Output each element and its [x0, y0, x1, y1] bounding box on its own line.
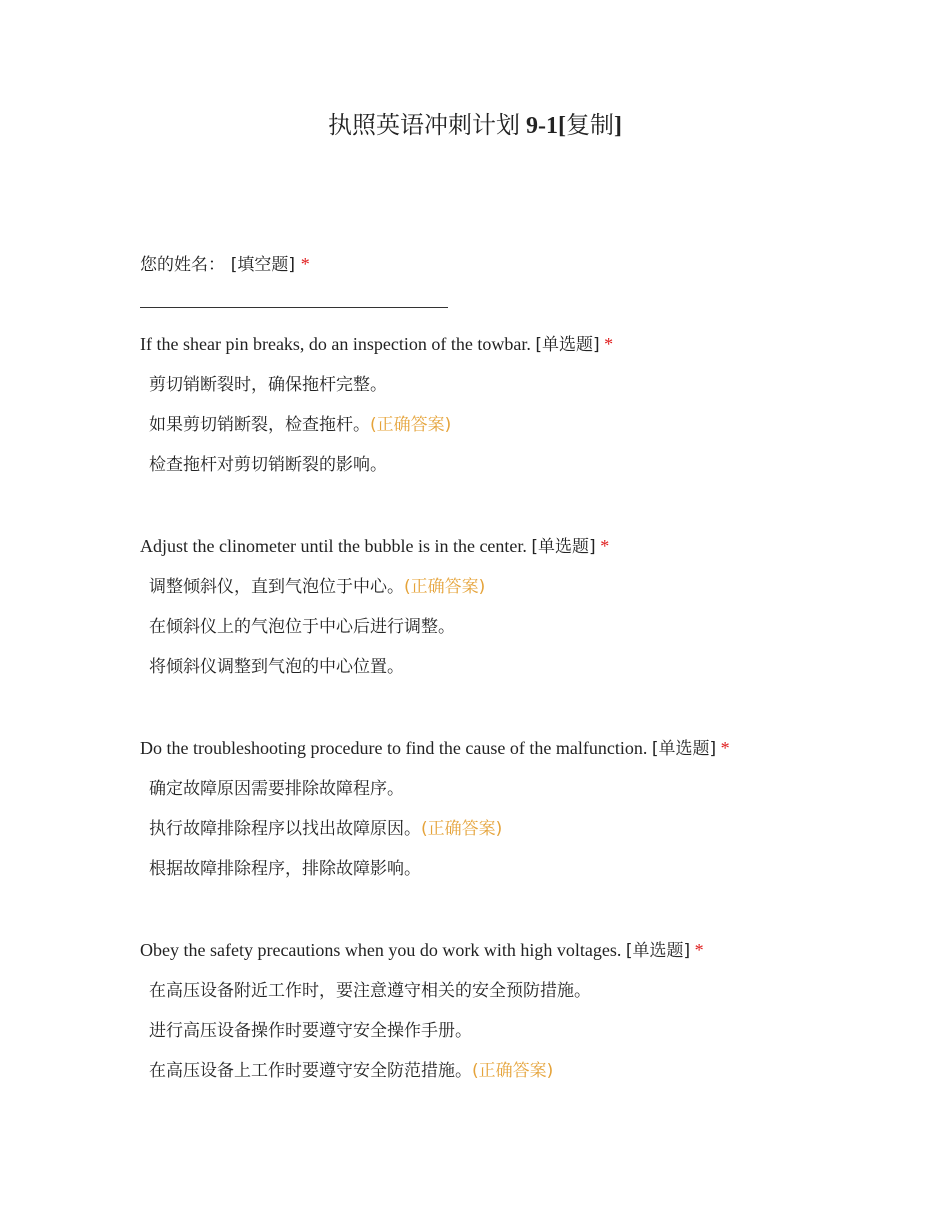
- option-text: 在倾斜仪上的气泡位于中心后进行调整。: [149, 617, 455, 637]
- question-4-required-mark: *: [694, 940, 704, 960]
- option-text: 如果剪切销断裂，检查拖杆。: [149, 415, 370, 435]
- option-text: 剪切销断裂时，确保拖杆完整。: [149, 375, 387, 395]
- option-text: 执行故障排除程序以找出故障原因。: [149, 819, 421, 839]
- correct-answer-label: (正确答案): [472, 1061, 554, 1081]
- question-3-required-mark: *: [720, 738, 730, 758]
- option-text: 在高压设备上工作时要遵守安全防范措施。: [149, 1061, 472, 1081]
- question-2-option-1[interactable]: [149, 574, 920, 600]
- question-4: [140, 937, 920, 1098]
- question-4-options: [140, 978, 920, 1084]
- question-2-text-row: [140, 533, 920, 560]
- name-answer-line[interactable]: [140, 307, 448, 308]
- option-text: 在高压设备附近工作时，要注意遵守相关的安全预防措施。: [149, 981, 591, 1001]
- question-3-options: [140, 776, 920, 882]
- question-3-option-2[interactable]: [149, 816, 920, 842]
- question-4-option-2[interactable]: [149, 1018, 920, 1044]
- question-4-option-3[interactable]: [149, 1058, 920, 1084]
- question-2-options: [140, 574, 920, 680]
- question-4-type-tag: [单选题]: [625, 941, 691, 961]
- title-prefix: 执照英语冲刺计划: [328, 113, 526, 139]
- correct-answer-label: (正确答案): [404, 577, 486, 597]
- title-number: 9-1[: [526, 113, 566, 139]
- question-3-option-1[interactable]: [149, 776, 920, 802]
- question-1: [140, 331, 920, 492]
- question-1-type-tag: [单选题]: [535, 335, 600, 355]
- question-1-options: [140, 372, 920, 478]
- question-4-text-row: [140, 937, 920, 964]
- required-mark: *: [300, 254, 310, 274]
- question-1-text: If the shear pin breaks, do an inspection of the towbar.: [140, 334, 531, 354]
- question-3-text-row: [140, 735, 920, 762]
- question-3-option-3[interactable]: [149, 856, 920, 882]
- question-3: [140, 735, 920, 896]
- option-text: 进行高压设备操作时要遵守安全操作手册。: [149, 1021, 472, 1041]
- question-1-required-mark: *: [604, 334, 614, 354]
- question-2-required-mark: *: [600, 536, 610, 556]
- title-close: ]: [613, 113, 622, 139]
- question-3-type-tag: [单选题]: [651, 739, 717, 759]
- name-question-label: 您的姓名：: [140, 255, 225, 275]
- option-text: 调整倾斜仪，直到气泡位于中心。: [149, 577, 404, 597]
- name-question: [140, 251, 310, 278]
- question-2-type-tag: [单选题]: [531, 537, 596, 557]
- question-2-option-2[interactable]: [149, 614, 920, 640]
- question-2-text: Adjust the clinometer until the bubble is in the center.: [140, 536, 527, 556]
- option-text: 将倾斜仪调整到气泡的中心位置。: [149, 657, 404, 677]
- option-text: 根据故障排除程序，排除故障影响。: [149, 859, 421, 879]
- correct-answer-label: (正确答案): [370, 415, 452, 435]
- correct-answer-label: (正确答案): [421, 819, 503, 839]
- question-1-option-1[interactable]: [149, 372, 920, 398]
- question-3-text: Do the troubleshooting procedure to find the cause of the malfunction.: [140, 738, 648, 758]
- option-text: 确定故障原因需要排除故障程序。: [149, 779, 404, 799]
- question-4-text: Obey the safety precautions when you do work with high voltages.: [140, 940, 622, 960]
- question-2-option-3[interactable]: [149, 654, 920, 680]
- title-suffix: 复制: [565, 113, 614, 139]
- question-1-text-row: [140, 331, 920, 358]
- question-4-option-1[interactable]: [149, 978, 920, 1004]
- option-text: 检查拖杆对剪切销断裂的影响。: [149, 455, 387, 475]
- page-title: [0, 110, 950, 142]
- question-2: [140, 533, 920, 694]
- question-1-option-3[interactable]: [149, 452, 920, 478]
- name-question-type-tag: [填空题]: [230, 255, 295, 275]
- question-1-option-2[interactable]: [149, 412, 920, 438]
